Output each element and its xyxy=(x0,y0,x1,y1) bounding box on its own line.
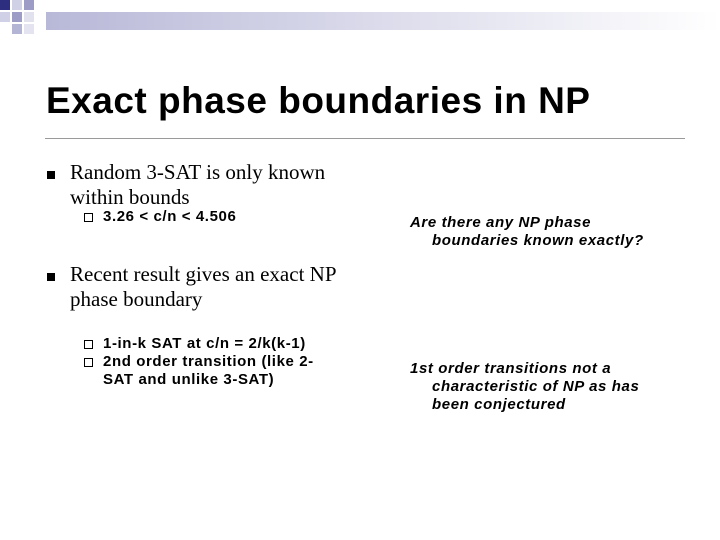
subbullet-marker-1-1 xyxy=(84,213,93,222)
subitem-2-1-text xyxy=(103,335,306,353)
bullet-1-line-1: Random 3-SAT is only known xyxy=(70,160,326,184)
note-1 xyxy=(410,214,644,250)
bullet-marker-1 xyxy=(47,171,55,179)
corner-square-light-4 xyxy=(24,24,34,34)
bullet-1-line-2: within bounds xyxy=(70,185,190,209)
note-2-line-2: characteristic of NP as has xyxy=(432,378,640,395)
corner-square-light-3 xyxy=(24,12,34,22)
corner-square-mid-2 xyxy=(12,12,22,22)
note-1-line-1: Are there any NP phase xyxy=(410,214,592,231)
note-2-line-3: been conjectured xyxy=(432,396,566,413)
bullet-2-text xyxy=(70,262,337,312)
corner-square-mid-3 xyxy=(12,24,22,34)
note-1-line-2: boundaries known exactly? xyxy=(432,232,644,249)
subitem-2-2-text xyxy=(103,353,314,389)
subbullet-marker-2-2 xyxy=(84,358,93,367)
bullet-1-text xyxy=(70,160,325,210)
corner-square-light-2 xyxy=(0,12,10,22)
title-divider xyxy=(45,138,685,139)
bullet-marker-2 xyxy=(47,273,55,281)
corner-square-mid xyxy=(24,0,34,10)
subitem-2-2-line-2: SAT and unlike 3-SAT) xyxy=(103,371,275,388)
corner-square-light xyxy=(12,0,22,10)
slide-title: Exact phase boundaries in NP xyxy=(46,80,591,121)
header-decoration xyxy=(0,0,720,40)
subitem-1-1-line-1: 3.26 < c/n < 4.506 xyxy=(103,208,237,225)
subitem-2-1-line-1: 1-in-k SAT at c/n = 2/k(k-1) xyxy=(103,335,306,352)
bullet-2-line-1: Recent result gives an exact NP xyxy=(70,262,337,286)
subbullet-marker-2-1 xyxy=(84,340,93,349)
header-gradient-bar xyxy=(46,12,720,30)
subitem-2-2-line-1: 2nd order transition (like 2- xyxy=(103,353,314,370)
note-2 xyxy=(410,360,639,414)
note-2-line-1: 1st order transitions not a xyxy=(410,360,612,377)
bullet-2-line-2: phase boundary xyxy=(70,287,203,311)
corner-square-dark xyxy=(0,0,10,10)
subitem-1-1-text xyxy=(103,208,236,226)
